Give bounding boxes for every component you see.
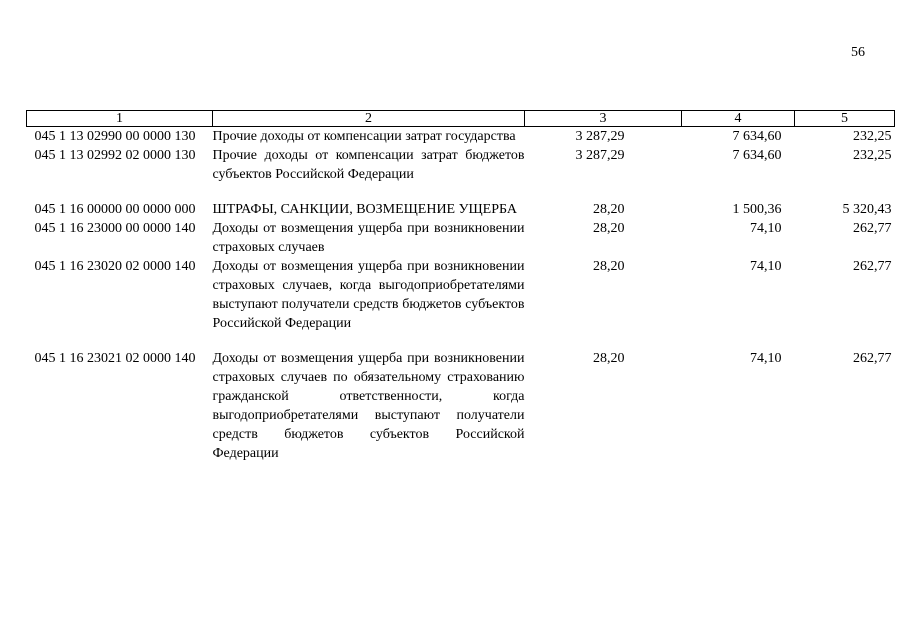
revenue-name: ШТРАФЫ, САНКЦИИ, ВОЗМЕЩЕНИЕ УЩЕРБА xyxy=(212,202,517,217)
budget-code: 045 1 13 02990 00 0000 130 xyxy=(34,129,196,144)
revenue-name: Доходы от возмещения ущерба при возникновении страховых случаев, когда выгодоприобретателями выступают получатели средств бюджетов субъектов Российской Федерации xyxy=(212,259,525,331)
budget-code: 045 1 16 23021 02 0000 140 xyxy=(34,351,196,366)
revenue-name: Доходы от возмещения ущерба при возникновении страховых случаев по обязательному страхованию гражданской ответственности, когда выгодоприобретателями выступают получатели средств бюджетов субъектов Российской Федерации xyxy=(212,351,525,461)
amount-col-4: 74,10 xyxy=(750,259,782,274)
revenue-table xyxy=(26,110,895,463)
table-header-row xyxy=(27,111,895,127)
amount-col-4: 1 500,36 xyxy=(732,202,782,217)
amount-col-3: 3 287,29 xyxy=(575,148,625,163)
header-col-3: 3 xyxy=(525,111,682,127)
table-row xyxy=(27,219,895,257)
amount-col-3: 28,20 xyxy=(593,202,625,217)
revenue-name: Прочие доходы от компенсации затрат государства xyxy=(212,129,516,144)
revenue-name: Прочие доходы от компенсации затрат бюджетов субъектов Российской Федерации xyxy=(212,148,525,182)
page-number: 56 xyxy=(851,45,865,60)
amount-col-4: 7 634,60 xyxy=(732,148,782,163)
table-row xyxy=(27,349,895,463)
amount-col-5: 262,77 xyxy=(853,221,892,236)
budget-code: 045 1 13 02992 02 0000 130 xyxy=(34,148,196,163)
amount-col-3: 3 287,29 xyxy=(575,129,625,144)
budget-code: 045 1 16 00000 00 0000 000 xyxy=(34,202,196,217)
header-col-4: 4 xyxy=(682,111,795,127)
amount-col-5: 5 320,43 xyxy=(842,202,892,217)
header-col-2: 2 xyxy=(213,111,525,127)
header-col-5: 5 xyxy=(795,111,895,127)
budget-code: 045 1 16 23000 00 0000 140 xyxy=(34,221,196,236)
amount-col-4: 74,10 xyxy=(750,221,782,236)
amount-col-4: 74,10 xyxy=(750,351,782,366)
amount-col-3: 28,20 xyxy=(593,351,625,366)
revenue-name: Доходы от возмещения ущерба при возникновении страховых случаев xyxy=(212,221,525,255)
table-row xyxy=(27,200,895,219)
table-row xyxy=(27,257,895,349)
table-row xyxy=(27,127,895,147)
table-row xyxy=(27,146,895,200)
amount-col-5: 232,25 xyxy=(853,148,892,163)
amount-col-5: 262,77 xyxy=(853,259,892,274)
amount-col-5: 232,25 xyxy=(853,129,892,144)
amount-col-4: 7 634,60 xyxy=(732,129,782,144)
amount-col-5: 262,77 xyxy=(853,351,892,366)
amount-col-3: 28,20 xyxy=(593,221,625,236)
header-col-1: 1 xyxy=(27,111,213,127)
amount-col-3: 28,20 xyxy=(593,259,625,274)
budget-code: 045 1 16 23020 02 0000 140 xyxy=(34,259,196,274)
